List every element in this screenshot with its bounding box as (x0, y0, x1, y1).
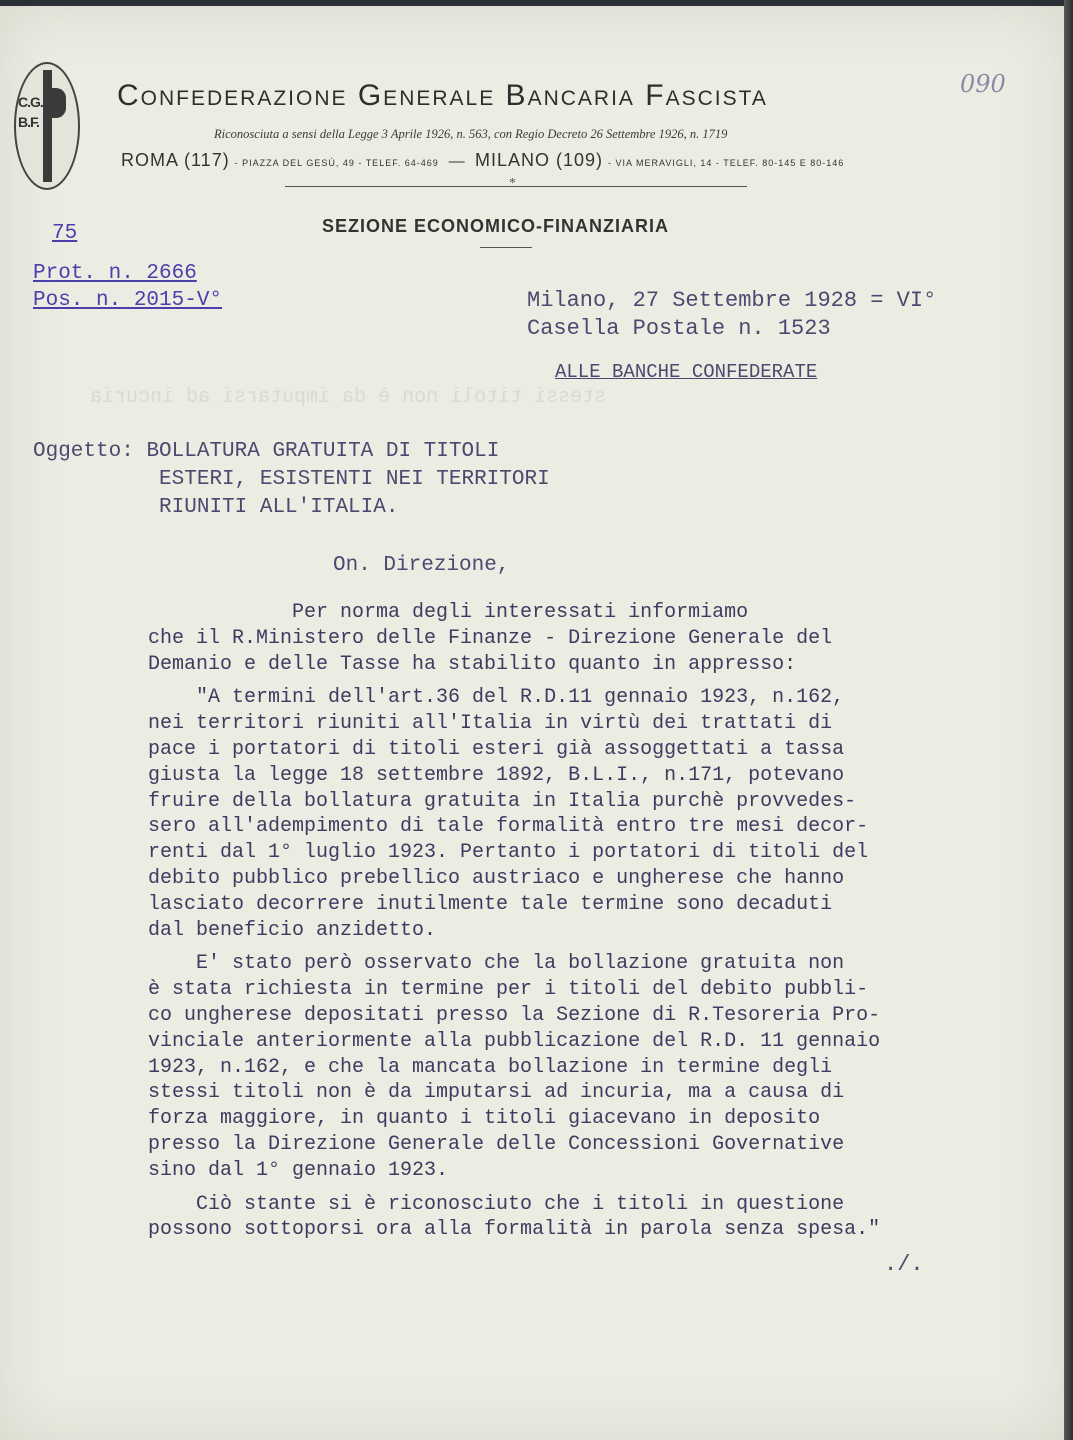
bleed-through-text: stessi titoli non è da imputarsi ad incuria (90, 386, 607, 409)
salutation: On. Direzione, (333, 554, 510, 577)
recognition-line: Riconosciuta a sensi della Legge 3 Aprile 1926, n. 563, con Regio Decreto 26 Settembre 1926, n. 1719 (214, 127, 728, 141)
letter-sheet (0, 6, 1064, 1440)
reference-number: 75 (52, 222, 78, 245)
body-paragraph-4: Ciò stante si è riconosciuto che i titoli in questione possono sottoporsi ora alla formalità in parola senza spesa." (148, 1192, 881, 1242)
header-divider (285, 186, 747, 187)
subject-block (33, 438, 550, 522)
postal-box-text: Casella Postale n. 1523 (527, 316, 831, 341)
logo-text-cg: C.G. (18, 94, 43, 110)
dateline (527, 287, 936, 343)
letter-body (148, 600, 968, 1251)
roma-street: - PIAZZA DEL GESÙ, 49 - TELEF. 64-469 (234, 158, 439, 168)
recipient: ALLE BANCHE CONFEDERATE (555, 361, 818, 383)
body-paragraph-2: "A termini dell'art.36 del R.D.11 gennaio 1923, n.162, nei territori riuniti all'Italia in virtù dei trattati di pace i portatori di titoli esteri già assoggettati a tassa giusta la legge 18 settembre 1892, B.L.I., n.171, potevano fruire della bollatura gratuita in Italia purchè provvedes- sero all'adempimento di tale formalità entro tre mesi decor- renti dal 1° luglio 1923. Pertanto i portatori di titoli del debito pubblico prebellico austriaco e ungherese che hanno lasciato decorrere inutilmente tale termine sono decaduti dal beneficio anzidetto. (148, 686, 869, 942)
subject-line-3: RIUNITI ALL'ITALIA. (159, 496, 399, 519)
section-title: SEZIONE ECONOMICO-FINANZIARIA (322, 216, 669, 236)
body-paragraph-3: E' stato però osservato che la bollazione gratuita non è stata richiesta in termine per i titoli del debito pubbli- co ungherese depositati presso la Sezione di R.Tesoreria Pro- vinciale anteriormente alla pubblicazione del R.D. 11 gennaio 1923, n.162, e che la mancata bollazione in termine degli stessi titoli non è da imputarsi ad incuria, ma a causa di forza maggiore, in quanto i titoli giacevano in deposito presso la Direzione Generale delle Concessioni Governative sino dal 1° gennaio 1923. (148, 952, 881, 1182)
address-separator: — (448, 153, 466, 170)
page-edge (1064, 0, 1073, 1440)
handwritten-page-number: 090 (960, 70, 1006, 98)
logo-text-bf: B.F. (18, 114, 39, 130)
position-number: Pos. n. 2015-V° (33, 289, 223, 312)
divider-ornament-icon: * (509, 176, 516, 191)
section-underline (480, 247, 532, 248)
subject-line-1: BOLLATURA GRATUITA DI TITOLI (146, 440, 500, 463)
milano-street: - VIA MERAVIGLI, 14 - TELEF. 80-145 E 80-146 (608, 158, 845, 168)
address-line (121, 150, 844, 171)
fasces-logo-icon (14, 62, 80, 190)
subject-line-2: ESTERI, ESISTENTI NEI TERRITORI (159, 468, 550, 491)
organization-name: Confederazione Generale Bancaria Fascista (117, 79, 768, 112)
roma-city: ROMA (117) (121, 150, 230, 170)
subject-label: Oggetto: (33, 440, 134, 463)
milano-city: MILANO (109) (475, 150, 604, 170)
date-text: Milano, 27 Settembre 1928 = VI° (527, 288, 937, 313)
protocol-number: Prot. n. 2666 (33, 262, 197, 285)
body-paragraph-1: Per norma degli interessati informiamo che il R.Ministero delle Finanze - Direzione Generale del Demanio e delle Tasse ha stabilito quanto in appresso: (148, 601, 833, 676)
continuation-mark: ./. (884, 1252, 924, 1277)
